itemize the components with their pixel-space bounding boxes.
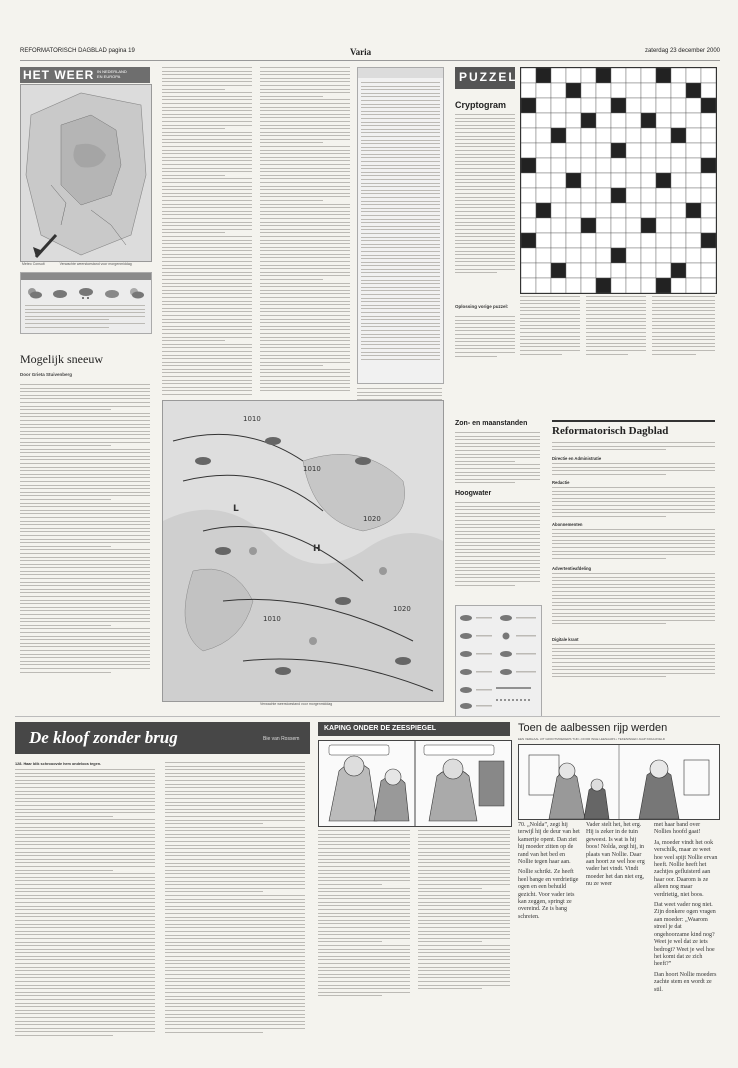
- colophon-body-2: [552, 487, 715, 519]
- grid-cell[interactable]: [626, 128, 641, 143]
- svg-text:1010: 1010: [303, 465, 321, 473]
- grid-cell[interactable]: [611, 158, 626, 173]
- grid-cell[interactable]: [536, 143, 551, 158]
- grid-block: [581, 113, 596, 128]
- colophon-body-1: [552, 463, 715, 477]
- grid-cell[interactable]: [701, 203, 716, 218]
- grid-cell[interactable]: [581, 263, 596, 278]
- forecast-header-bar: [21, 273, 151, 280]
- grid-cell[interactable]: [656, 128, 671, 143]
- grid-cell[interactable]: [521, 173, 536, 188]
- grid-cell[interactable]: [701, 218, 716, 233]
- grid-cell[interactable]: [596, 128, 611, 143]
- grid-cell[interactable]: [626, 83, 641, 98]
- comic-illustration: [319, 741, 511, 826]
- colophon-title: Reformatorisch Dagblad: [552, 425, 669, 437]
- grid-cell[interactable]: [536, 188, 551, 203]
- grid-cell[interactable]: [551, 143, 566, 158]
- grid-cell[interactable]: [596, 233, 611, 248]
- weather-legend-icons: [456, 606, 541, 716]
- aalbessen-paragraph: met haar band over Nollies hoofd gaat!: [654, 822, 701, 836]
- grid-block: [521, 233, 536, 248]
- aalbessen-paragraph: Vader stelt het, het erg. Hij is zeker in de tuin geweest. Is wat is hij boos! Nolda, zegt hij, in plaats van Nollie. Daar aan hoort ze wel hoe erg vader het vindt. Vindt moeder het dan niet erg, nu ze weer: [586, 822, 645, 888]
- grid-cell[interactable]: [521, 278, 536, 293]
- grid-cell[interactable]: [596, 218, 611, 233]
- grid-cell[interactable]: [656, 233, 671, 248]
- grid-cell[interactable]: [596, 113, 611, 128]
- grid-cell[interactable]: [686, 233, 701, 248]
- grid-cell[interactable]: [686, 68, 701, 83]
- cloud-icon: [51, 285, 69, 299]
- grid-cell[interactable]: [581, 248, 596, 263]
- grid-cell[interactable]: [641, 68, 656, 83]
- grid-cell[interactable]: [551, 158, 566, 173]
- grid-cell[interactable]: [671, 68, 686, 83]
- grid-block: [566, 173, 581, 188]
- svg-text:1020: 1020: [363, 515, 381, 523]
- grid-block: [701, 158, 716, 173]
- grid-cell[interactable]: [686, 263, 701, 278]
- grid-cell[interactable]: [641, 188, 656, 203]
- colophon-section-4: Advertentieafdeling: [552, 566, 592, 571]
- grid-cell[interactable]: [581, 233, 596, 248]
- aalbessen-paragraph: 70. „Nolda”, zegt hij terwijl hij de deur van het kamertje opent. Dan ziet hij moeder zitten op de rand van het bed en Nollie tegen haar aan.: [518, 822, 580, 866]
- grid-cell[interactable]: [566, 158, 581, 173]
- grid-cell[interactable]: [611, 278, 626, 293]
- grid-cell[interactable]: [671, 98, 686, 113]
- colophon-address: [552, 442, 715, 453]
- grid-cell[interactable]: [566, 98, 581, 113]
- grid-cell[interactable]: [566, 263, 581, 278]
- grid-block: [701, 233, 716, 248]
- grid-cell[interactable]: [536, 278, 551, 293]
- kloof-column-2: [165, 762, 305, 1035]
- grid-cell[interactable]: [596, 173, 611, 188]
- grid-cell[interactable]: [521, 128, 536, 143]
- grid-cell[interactable]: [596, 98, 611, 113]
- grid-cell[interactable]: [686, 143, 701, 158]
- solution-col-2: [586, 296, 646, 357]
- map-caption-left: Meteo Consult: [22, 262, 45, 266]
- kloof-title: De kloof zonder brug: [29, 728, 178, 747]
- aalbessen-paragraph: Dat weet vader nog niet. Zijn donkere ogen vragen aan moeder: „Waarom streel je dat ongehoorzame kind nog? Weet je wel dat ze iets bedrogt? Weet je wel hoe het komt dat ze zich heeft?”: [654, 902, 716, 968]
- grid-cell[interactable]: [581, 203, 596, 218]
- grid-cell[interactable]: [536, 218, 551, 233]
- grid-cell[interactable]: [671, 113, 686, 128]
- grid-cell[interactable]: [521, 263, 536, 278]
- grid-cell[interactable]: [521, 143, 536, 158]
- grid-cell[interactable]: [626, 173, 641, 188]
- grid-cell[interactable]: [596, 143, 611, 158]
- grid-cell[interactable]: [611, 113, 626, 128]
- grid-cell[interactable]: [596, 263, 611, 278]
- grid-block: [611, 98, 626, 113]
- europe-map-caption: Verwachte weerstoestand voor morgenmiddag: [260, 702, 333, 706]
- zeespiegel-banner: [318, 722, 510, 736]
- grid-cell[interactable]: [656, 263, 671, 278]
- temperature-rows: [361, 82, 440, 362]
- grid-block: [701, 98, 716, 113]
- europe-map-svg: [163, 401, 443, 701]
- grid-block: [671, 263, 686, 278]
- svg-text:1020: 1020: [393, 605, 411, 613]
- weather-subtitle-1: IN NEDERLAND: [97, 69, 127, 74]
- grid-cell[interactable]: [671, 218, 686, 233]
- svg-text:H: H: [313, 544, 321, 554]
- high-water-body: [455, 502, 540, 588]
- colophon-body-3: [552, 529, 715, 561]
- grid-cell[interactable]: [641, 248, 656, 263]
- grid-cell[interactable]: [626, 218, 641, 233]
- sun-moon-body: [455, 432, 540, 486]
- kloof-banner: [15, 722, 310, 754]
- grid-cell[interactable]: [596, 203, 611, 218]
- aalbessen-illustration: [518, 744, 720, 820]
- grid-cell[interactable]: [671, 203, 686, 218]
- grid-cell[interactable]: [581, 128, 596, 143]
- grid-cell[interactable]: [641, 278, 656, 293]
- grid-cell[interactable]: [551, 98, 566, 113]
- grid-cell[interactable]: [671, 83, 686, 98]
- temperature-table: [357, 67, 444, 384]
- grid-cell[interactable]: [551, 203, 566, 218]
- header-section: Varia: [350, 47, 372, 57]
- grid-cell[interactable]: [686, 113, 701, 128]
- grid-block: [581, 218, 596, 233]
- weather-subtitle-2: EN EUROPA: [97, 74, 121, 79]
- grid-cell[interactable]: [671, 278, 686, 293]
- grid-block: [611, 143, 626, 158]
- cloud-icon: [103, 285, 121, 299]
- high-water-title: Hoogwater: [455, 490, 492, 497]
- grid-cell[interactable]: [671, 233, 686, 248]
- grid-cell[interactable]: [626, 98, 641, 113]
- grid-cell[interactable]: [701, 83, 716, 98]
- puzzle-solution-title: Oplossing vorige puzzel:: [455, 304, 509, 309]
- grid-cell[interactable]: [536, 173, 551, 188]
- grid-cell[interactable]: [686, 98, 701, 113]
- grid-cell[interactable]: [581, 83, 596, 98]
- grid-cell[interactable]: [626, 188, 641, 203]
- header-left: REFORMATORISCH DAGBLAD pagina 19: [20, 48, 135, 54]
- svg-text:1010: 1010: [243, 415, 261, 423]
- grid-block: [521, 98, 536, 113]
- grid-cell[interactable]: [701, 188, 716, 203]
- grid-block: [596, 68, 611, 83]
- grid-cell[interactable]: [671, 248, 686, 263]
- grid-cell[interactable]: [581, 278, 596, 293]
- weather-article-title: Mogelijk sneeuw: [20, 352, 103, 366]
- weather-map: [20, 84, 152, 262]
- weather-text-column-2: [162, 67, 252, 398]
- grid-cell[interactable]: [641, 233, 656, 248]
- sun-cloud-icon: [25, 285, 43, 299]
- grid-block: [686, 203, 701, 218]
- colophon-section-3: Abonnementen: [552, 522, 583, 527]
- grid-cell[interactable]: [656, 218, 671, 233]
- grid-cell[interactable]: [521, 218, 536, 233]
- grid-block: [671, 128, 686, 143]
- grid-cell[interactable]: [701, 248, 716, 263]
- colophon-section-2: Redactie: [552, 480, 570, 485]
- grid-cell[interactable]: [581, 143, 596, 158]
- weather-title: HET WEER: [23, 68, 95, 82]
- puzzle-solution-body: [455, 316, 515, 359]
- aalbessen-column-2: [586, 822, 648, 889]
- grid-cell[interactable]: [521, 248, 536, 263]
- grid-cell[interactable]: [551, 248, 566, 263]
- grid-cell[interactable]: [581, 173, 596, 188]
- grid-cell[interactable]: [521, 188, 536, 203]
- grid-cell[interactable]: [686, 218, 701, 233]
- aalbessen-paragraph: Ja, moeder vindt het ook verschilk, maar ze weet hoe veel spijt Nollie ervan heeft. Nollie heeft het zachtjes gefluisterd aan haar oor. Daarom is ze alleen nog maar verdrietig, niet boos.: [654, 839, 718, 898]
- zeespiegel-column-2: [418, 830, 510, 992]
- aalbessen-paragraph: Dan hoort Nollie moeders zachte stem en wordt ze stil.: [654, 971, 717, 993]
- grid-cell[interactable]: [536, 83, 551, 98]
- grid-cell[interactable]: [551, 68, 566, 83]
- aalbessen-column-1: [518, 822, 580, 921]
- grid-cell[interactable]: [626, 263, 641, 278]
- grid-cell[interactable]: [611, 83, 626, 98]
- grid-cell[interactable]: [521, 113, 536, 128]
- weather-banner: [20, 67, 150, 83]
- grid-cell[interactable]: [566, 128, 581, 143]
- grid-block: [521, 158, 536, 173]
- zeespiegel-title: KAPING ONDER DE ZEESPIEGEL: [324, 725, 437, 732]
- grid-block: [656, 278, 671, 293]
- colophon-section-1: Directie en Administratie: [552, 456, 602, 461]
- grid-cell[interactable]: [656, 203, 671, 218]
- grid-cell[interactable]: [536, 158, 551, 173]
- grid-block: [656, 68, 671, 83]
- grid-cell[interactable]: [626, 248, 641, 263]
- temperature-table-header: [358, 68, 443, 78]
- grid-cell[interactable]: [626, 158, 641, 173]
- svg-text:L: L: [233, 504, 239, 514]
- grid-cell[interactable]: [671, 188, 686, 203]
- grid-cell[interactable]: [521, 203, 536, 218]
- grid-cell[interactable]: [536, 233, 551, 248]
- crossword-grid-svg: [521, 68, 716, 293]
- colophon-body-4: [552, 573, 715, 627]
- grid-cell[interactable]: [626, 113, 641, 128]
- grid-cell[interactable]: [566, 68, 581, 83]
- grid-cell[interactable]: [536, 248, 551, 263]
- forecast-values: [25, 305, 145, 330]
- grid-cell[interactable]: [686, 173, 701, 188]
- grid-cell[interactable]: [656, 113, 671, 128]
- colophon-body-5: [552, 644, 715, 680]
- solution-col-1: [520, 296, 580, 357]
- grid-cell[interactable]: [566, 233, 581, 248]
- grid-block: [536, 203, 551, 218]
- aalbessen-drawing: [519, 745, 719, 819]
- solution-col-3: [652, 296, 715, 357]
- grid-cell[interactable]: [551, 278, 566, 293]
- grid-cell[interactable]: [626, 143, 641, 158]
- grid-cell[interactable]: [551, 173, 566, 188]
- grid-cell[interactable]: [536, 113, 551, 128]
- grid-block: [641, 218, 656, 233]
- grid-block: [641, 113, 656, 128]
- grid-cell[interactable]: [656, 158, 671, 173]
- grid-cell[interactable]: [581, 188, 596, 203]
- grid-cell[interactable]: [611, 218, 626, 233]
- weather-text-column-3: [260, 67, 350, 394]
- puzzle-banner: [455, 67, 518, 89]
- snow-icon: [77, 285, 95, 299]
- grid-cell[interactable]: [611, 128, 626, 143]
- grid-cell[interactable]: [701, 68, 716, 83]
- grid-cell[interactable]: [611, 68, 626, 83]
- grid-cell[interactable]: [701, 173, 716, 188]
- comic-strip: [318, 740, 512, 827]
- grid-cell[interactable]: [626, 233, 641, 248]
- grid-cell[interactable]: [656, 143, 671, 158]
- grid-cell[interactable]: [686, 278, 701, 293]
- grid-cell[interactable]: [611, 203, 626, 218]
- grid-cell[interactable]: [581, 158, 596, 173]
- grid-cell[interactable]: [641, 158, 656, 173]
- grid-cell[interactable]: [551, 83, 566, 98]
- grid-cell[interactable]: [611, 263, 626, 278]
- grid-cell[interactable]: [641, 128, 656, 143]
- map-caption: [22, 262, 152, 266]
- grid-cell[interactable]: [521, 68, 536, 83]
- weather-article-body: [20, 384, 150, 675]
- grid-cell[interactable]: [686, 158, 701, 173]
- grid-cell[interactable]: [656, 248, 671, 263]
- grid-block: [566, 83, 581, 98]
- grid-block: [656, 173, 671, 188]
- netherlands-map: [21, 85, 151, 261]
- grid-cell[interactable]: [551, 218, 566, 233]
- grid-cell[interactable]: [641, 98, 656, 113]
- grid-cell[interactable]: [686, 188, 701, 203]
- kloof-column-1: [15, 769, 155, 1039]
- grid-cell[interactable]: [686, 248, 701, 263]
- grid-block: [551, 128, 566, 143]
- grid-block: [551, 263, 566, 278]
- grid-cell[interactable]: [656, 98, 671, 113]
- grid-cell[interactable]: [701, 113, 716, 128]
- grid-cell[interactable]: [536, 98, 551, 113]
- aalbessen-paragraph: Nollie schrikt. Ze heeft heel bange en verdrietige ogen en een behuild gezicht. Voor vader iets kan zeggen, springt ze overeind. Ze is bang schreien.: [518, 869, 579, 920]
- grid-cell[interactable]: [566, 203, 581, 218]
- section-divider: [15, 716, 720, 717]
- grid-cell[interactable]: [611, 173, 626, 188]
- grid-block: [596, 278, 611, 293]
- grid-cell[interactable]: [641, 203, 656, 218]
- cryptogram-title: Cryptogram: [455, 100, 507, 110]
- puzzle-banner-text: PUZZEL: [459, 70, 518, 84]
- kloof-leader: 128. Haar blik schrooovde hem ondeloos tegen.: [15, 762, 102, 766]
- grid-block: [536, 68, 551, 83]
- grid-cell[interactable]: [701, 128, 716, 143]
- grid-cell[interactable]: [641, 263, 656, 278]
- aalbessen-title: Toen de aalbessen rijp werden: [518, 722, 668, 734]
- aalbessen-subtitle: EEN VERHAAL UIT GROOTMOEDERS TIJD • DOOR INGE LEENAARS • TEKENINGEN JAAP KRAAIJVELD: [518, 737, 665, 741]
- grid-cell[interactable]: [671, 173, 686, 188]
- grid-cell[interactable]: [596, 248, 611, 263]
- grid-cell[interactable]: [566, 248, 581, 263]
- grid-cell[interactable]: [566, 278, 581, 293]
- grid-cell[interactable]: [701, 278, 716, 293]
- grid-cell[interactable]: [536, 128, 551, 143]
- grid-cell[interactable]: [656, 83, 671, 98]
- weather-legend: [455, 605, 542, 717]
- grid-cell[interactable]: [566, 113, 581, 128]
- grid-cell[interactable]: [641, 173, 656, 188]
- weather-article-byline: Door Grieta Stuivenberg: [20, 372, 73, 377]
- cryptogram-clues: [455, 114, 515, 276]
- svg-text:1010: 1010: [263, 615, 281, 623]
- forecast-strip: [20, 272, 152, 334]
- grid-cell[interactable]: [671, 143, 686, 158]
- colophon-section-5: Digitale krant: [552, 637, 579, 642]
- grid-cell[interactable]: [581, 68, 596, 83]
- page-header: [20, 48, 720, 61]
- header-right: zaterdag 23 december 2000: [644, 48, 720, 54]
- aalbessen-column-3: [654, 822, 718, 994]
- grid-cell[interactable]: [626, 278, 641, 293]
- grid-cell[interactable]: [611, 233, 626, 248]
- grid-cell[interactable]: [656, 188, 671, 203]
- grid-block: [686, 83, 701, 98]
- grid-cell[interactable]: [641, 143, 656, 158]
- grid-cell[interactable]: [596, 188, 611, 203]
- grid-cell[interactable]: [581, 98, 596, 113]
- grid-cell[interactable]: [566, 218, 581, 233]
- zeespiegel-column-1: [318, 830, 410, 999]
- grid-cell[interactable]: [626, 68, 641, 83]
- grid-cell[interactable]: [701, 263, 716, 278]
- grid-cell[interactable]: [566, 143, 581, 158]
- grid-block: [611, 188, 626, 203]
- grid-cell[interactable]: [551, 233, 566, 248]
- grid-cell[interactable]: [641, 83, 656, 98]
- grid-cell[interactable]: [521, 83, 536, 98]
- grid-cell[interactable]: [551, 188, 566, 203]
- colophon: [552, 420, 715, 712]
- grid-block: [611, 248, 626, 263]
- sun-moon-title: Zon- en maanstanden: [455, 420, 528, 427]
- grid-cell[interactable]: [686, 128, 701, 143]
- grid-cell[interactable]: [701, 143, 716, 158]
- grid-cell[interactable]: [626, 203, 641, 218]
- grid-cell[interactable]: [551, 113, 566, 128]
- europe-weather-map: [162, 400, 444, 702]
- grid-cell[interactable]: [566, 188, 581, 203]
- grid-cell[interactable]: [596, 158, 611, 173]
- sun-cloud-icon: [127, 285, 145, 299]
- crossword-grid: [520, 67, 717, 294]
- kloof-byline: Bie van Rossem: [263, 736, 300, 742]
- grid-cell[interactable]: [671, 158, 686, 173]
- grid-cell[interactable]: [536, 263, 551, 278]
- map-caption-right: Verwachte weerstoestand voor morgenmiddag: [59, 262, 132, 266]
- grid-cell[interactable]: [596, 83, 611, 98]
